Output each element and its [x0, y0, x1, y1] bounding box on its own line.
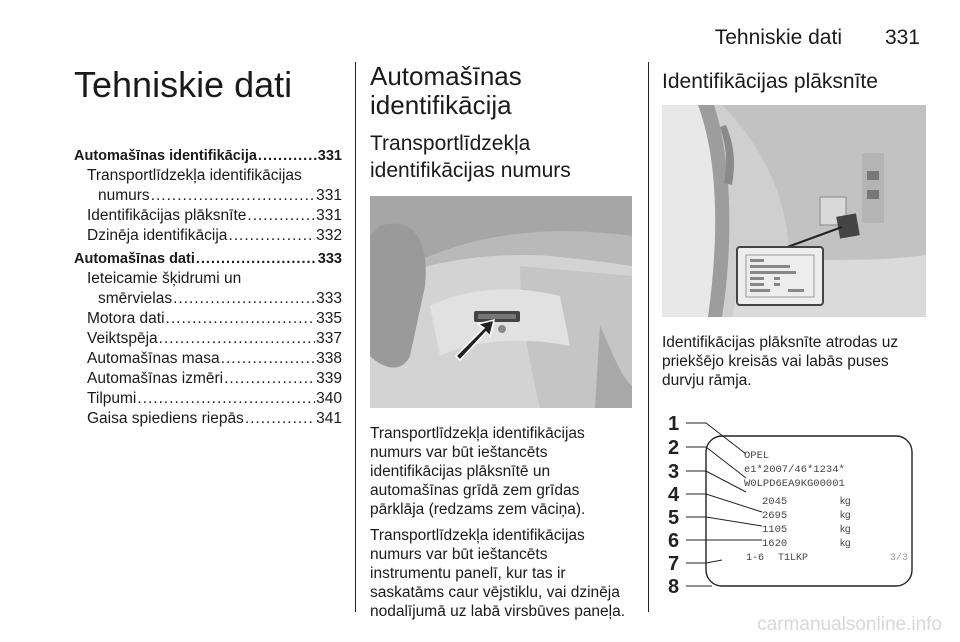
toc-entry-label: Dzinēja identifikācija [87, 227, 228, 244]
plate-column [662, 62, 926, 604]
toc-leader [228, 226, 315, 246]
toc-entry-label: numurs [98, 187, 150, 204]
table-of-contents [74, 146, 342, 429]
toc-leader [137, 389, 315, 409]
callout-1: 1 [668, 413, 680, 435]
toc-leader [159, 329, 315, 349]
toc-entry-page: 340 [316, 390, 342, 407]
toc-entry-label: Tilpumi [87, 390, 137, 407]
section-heading-line1: Automašīnas [370, 61, 522, 91]
plate-bottom-right: 3/3 [890, 553, 909, 564]
toc-entry-page: 333 [316, 290, 342, 307]
toc-entry-label: Automašīnas identifikācija [74, 148, 257, 164]
plate-diagram [662, 408, 926, 604]
door-frame-photo [662, 105, 926, 317]
toc-entry[interactable] [74, 329, 342, 349]
plate-unit: kg [840, 510, 851, 521]
page-number: 331 [884, 26, 920, 49]
toc-entry-page: 333 [317, 251, 342, 267]
toc-entry-page: 335 [316, 310, 342, 327]
callout-5: 5 [668, 507, 680, 529]
toc-section[interactable] [74, 249, 342, 269]
plate-unit: kg [840, 496, 851, 507]
toc-leader [247, 206, 315, 226]
toc-entry-label: Veiktspēja [87, 330, 158, 347]
toc-entry-page: 331 [317, 148, 342, 164]
chapter-title: Tehniskie dati [74, 64, 293, 105]
plate-line: 1620 [762, 538, 788, 550]
plate-line: W0LPD6EA9KG00001 [744, 478, 845, 490]
plate-unit: kg [840, 538, 851, 549]
toc-entry[interactable] [74, 309, 342, 329]
section-heading [370, 62, 632, 120]
toc-entry[interactable] [74, 289, 342, 309]
toc-entry[interactable] [74, 226, 342, 246]
vin-heading-line2: identifikācijas numurs [370, 159, 571, 182]
toc-entry-page: 331 [316, 187, 342, 204]
vin-paragraph-1: Transportlīdzekļa identifikācijas numurs var būt ieštancēts identifikācijas plāksnītē un automašīnas grīdā zem grīdas pārklāja (redzams zem vāciņa). [370, 425, 586, 518]
plate-line: 1105 [762, 524, 788, 536]
callout-2: 2 [668, 437, 680, 459]
toc-entry-line: Transportlīdzekļa identifikācijas [87, 167, 302, 184]
vin-text [370, 424, 632, 621]
column-divider [355, 62, 356, 612]
running-head-title: Tehniskie dati [714, 26, 842, 49]
toc-leader [173, 289, 315, 309]
vin-paragraph-2: Transportlīdzekļa identifikācijas numurs var būt ieštancēts instrumentu panelī, kur tas ir saskatāms caur vējstiklu, vai dzinēja nodalījumā uz labā virsbūves paneļa. [370, 527, 626, 620]
toc-leader [196, 249, 317, 269]
plate-line: e1*2007/46*1234* [744, 464, 845, 476]
toc-entry[interactable] [74, 409, 342, 429]
toc-entry[interactable] [74, 389, 342, 409]
plate-line: OPEL [744, 450, 770, 462]
toc-entry[interactable] [74, 369, 342, 389]
toc-section[interactable] [74, 146, 342, 166]
plate-bottom-left: 1-6 [746, 553, 765, 564]
callout-4: 4 [668, 484, 680, 506]
plate-line: 2045 [762, 496, 788, 508]
toc-entry-page: 331 [316, 207, 342, 224]
toc-entry-label: smērvielas [98, 290, 173, 307]
section-heading-line2: identifikācija [370, 90, 512, 120]
toc-entry-page: 338 [316, 350, 342, 367]
toc-entry-label: Identifikācijas plāksnīte [87, 207, 247, 224]
toc-entry[interactable] [74, 186, 342, 206]
toc-entry[interactable] [74, 206, 342, 226]
toc-entry-page: 337 [316, 330, 342, 347]
toc-entry-label: Automašīnas izmēri [87, 370, 224, 387]
vehicle-id-column [370, 62, 632, 621]
running-head [620, 26, 920, 52]
plate-line: 2695 [762, 510, 788, 522]
vin-floor-photo [370, 196, 632, 408]
chapter-column [74, 62, 342, 429]
vin-heading-line1: Transportlīdzekļa [370, 132, 531, 155]
plate-unit: kg [840, 524, 851, 535]
watermark: carmanualsonline.info [757, 614, 942, 635]
toc-entry-label: Automašīnas masa [87, 350, 220, 367]
callout-3: 3 [668, 461, 680, 483]
toc-leader [221, 349, 315, 369]
toc-entry-page: 332 [316, 227, 342, 244]
vin-heading [370, 130, 632, 184]
toc-leader [151, 186, 315, 206]
plate-bottom-mid: T1LKP [778, 553, 809, 564]
callout-8: 8 [668, 576, 680, 598]
toc-entry-page: 339 [316, 370, 342, 387]
column-divider [648, 62, 649, 612]
toc-leader [258, 146, 317, 166]
toc-leader [224, 369, 315, 389]
toc-entry-line: Ieteicamie šķidrumi un [87, 270, 242, 287]
plate-paragraph: Identifikācijas plāksnīte atrodas uz priekšējo kreisās vai labās puses durvju rāmja. [662, 334, 899, 389]
toc-leader [245, 409, 315, 429]
toc-entry-page: 341 [316, 410, 342, 427]
toc-entry-label: Gaisa spiediens riepās [87, 410, 244, 427]
toc-leader [166, 309, 316, 329]
toc-entry[interactable] [74, 349, 342, 369]
callout-7: 7 [668, 553, 680, 575]
toc-entry-label: Automašīnas dati [74, 251, 195, 267]
callout-6: 6 [668, 530, 680, 552]
plate-heading: Identifikācijas plāksnīte [662, 70, 878, 93]
toc-entry-label: Motora dati [87, 310, 165, 327]
